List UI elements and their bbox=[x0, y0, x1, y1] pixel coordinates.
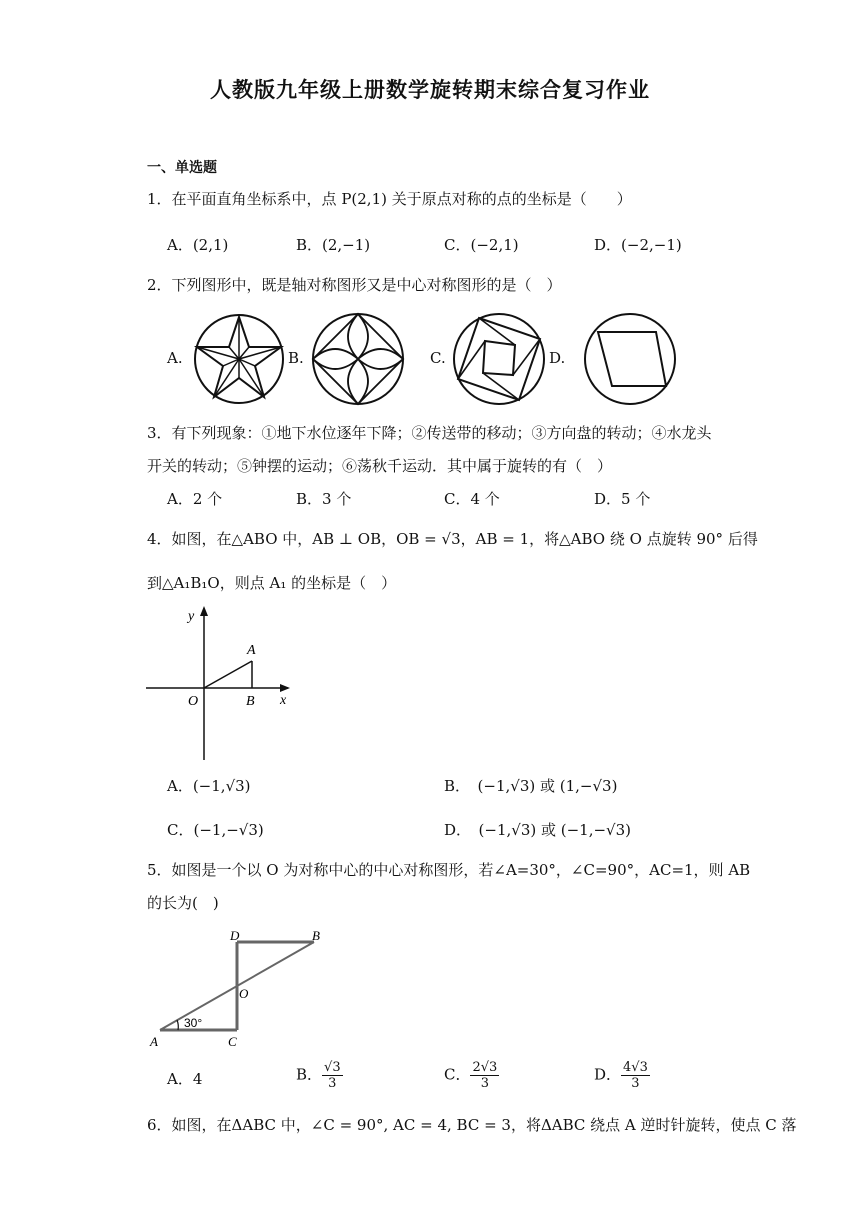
q5-option-b-denominator: 3 bbox=[328, 1076, 337, 1091]
q2-option-a-label: A. bbox=[167, 349, 183, 367]
q4-label-x: x bbox=[280, 693, 287, 708]
q5-label-b: B bbox=[312, 928, 320, 943]
q5-option-c-numerator: 2√3 bbox=[472, 1060, 498, 1075]
q5-label-a: A bbox=[150, 1034, 158, 1049]
q5-option-d-label: D． bbox=[594, 1065, 622, 1084]
q5-option-d bbox=[594, 1060, 650, 1091]
q5-option-d-fraction bbox=[621, 1060, 650, 1091]
q5-option-d-denominator: 3 bbox=[631, 1076, 640, 1091]
question-6-text: 6．如图，在ΔABC 中，∠C = 90°, AC = 4, BC = 3，将ΔABC 绕点 A 逆时针旋转，使点 C 落 bbox=[147, 1116, 797, 1134]
q5-option-b bbox=[296, 1060, 343, 1091]
q4-label-y: y bbox=[188, 609, 195, 624]
q5-option-b-numerator: √3 bbox=[324, 1060, 341, 1075]
q5-option-c bbox=[444, 1060, 499, 1091]
q1-option-c: C．(−2,1) bbox=[444, 236, 519, 254]
q5-option-c-fraction bbox=[470, 1060, 499, 1091]
q5-label-o: O bbox=[239, 986, 249, 1001]
q3-option-d: D．5 个 bbox=[594, 490, 651, 508]
question-5-line-2: 的长为( ) bbox=[147, 894, 219, 912]
question-3-line-2: 开关的转动；⑤钟摆的运动；⑥荡秋千运动．其中属于旋转的有（ ） bbox=[147, 457, 613, 475]
q5-option-b-label: B． bbox=[296, 1065, 323, 1084]
q2-figure-d-parallelogram bbox=[582, 311, 678, 407]
q3-option-b: B．3 个 bbox=[296, 490, 352, 508]
q5-option-c-label: C． bbox=[444, 1065, 471, 1084]
q5-label-c: C bbox=[228, 1034, 237, 1049]
q5-option-a: A．4 bbox=[167, 1070, 203, 1088]
q5-symmetric-figure bbox=[144, 926, 334, 1052]
q4-option-d: D． (−1,√3) 或 (−1,−√3) bbox=[444, 821, 632, 839]
q1-option-a: A．(2,1) bbox=[167, 236, 229, 254]
q4-label-a: A bbox=[247, 643, 256, 658]
q5-option-b-fraction bbox=[322, 1060, 343, 1091]
q1-option-b: B．(2,−1) bbox=[296, 236, 371, 254]
question-1-text: 1．在平面直角坐标系中，点 P(2,1) 关于原点对称的点的坐标是（ ） bbox=[147, 190, 632, 208]
q2-figure-a-star bbox=[191, 313, 287, 405]
question-4-line-2: 到△A₁B₁O，则点 A₁ 的坐标是（ ） bbox=[147, 574, 397, 592]
q2-option-c-label: C. bbox=[430, 349, 446, 367]
q3-option-a: A．2 个 bbox=[167, 490, 223, 508]
q2-option-d-label: D. bbox=[549, 349, 566, 367]
q2-figure-c-square-rotated bbox=[451, 311, 547, 407]
question-4-line-1: 4．如图，在△ABO 中，AB ⊥ OB，OB = √3，AB = 1，将△ABO 绕 O 点旋转 90° 后得 bbox=[147, 530, 758, 548]
question-5-line-1: 5．如图是一个以 O 为对称中心的中心对称图形，若∠A=30°，∠C=90°，AC=1，则 AB bbox=[147, 861, 751, 879]
q4-option-c: C．(−1,−√3) bbox=[167, 821, 264, 839]
question-2-text: 2．下列图形中，既是轴对称图形又是中心对称图形的是（ ） bbox=[147, 276, 562, 294]
q2-option-b-label: B. bbox=[288, 349, 304, 367]
section-heading: 一、单选题 bbox=[147, 160, 217, 176]
q4-label-b: B bbox=[246, 694, 255, 709]
q1-option-d: D．(−2,−1) bbox=[594, 236, 682, 254]
question-3-line-1: 3．有下列现象：①地下水位逐年下降；②传送带的移动；③方向盘的转动；④水龙头 bbox=[147, 424, 712, 442]
q3-option-c: C．4 个 bbox=[444, 490, 500, 508]
q5-angle-label: 30° bbox=[184, 1016, 203, 1030]
page-title: 人教版九年级上册数学旋转期末综合复习作业 bbox=[210, 77, 650, 102]
q2-figure-b-flower bbox=[310, 312, 406, 406]
q5-option-d-numerator: 4√3 bbox=[623, 1060, 648, 1075]
q4-coordinate-figure bbox=[140, 602, 300, 764]
q4-option-a: A．(−1,√3) bbox=[167, 777, 251, 795]
q4-label-o: O bbox=[188, 694, 199, 709]
q5-label-d: D bbox=[230, 928, 240, 943]
q4-option-b: B． (−1,√3) 或 (1,−√3) bbox=[444, 777, 618, 795]
q5-option-c-denominator: 3 bbox=[480, 1076, 490, 1091]
